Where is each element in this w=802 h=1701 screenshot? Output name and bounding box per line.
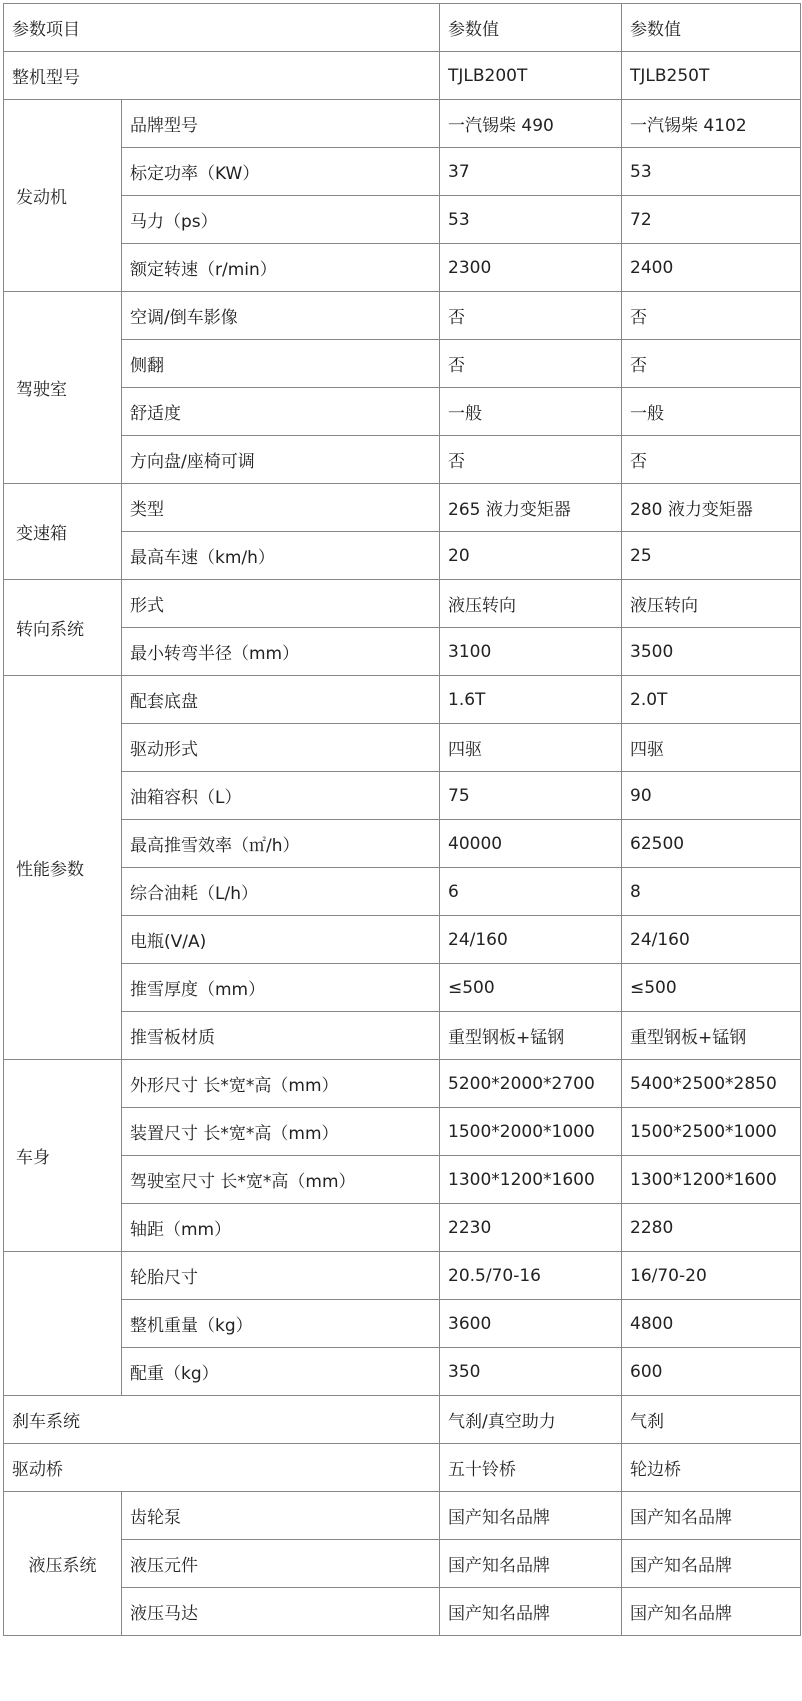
row-value-2: 重型钢板+锰钢 xyxy=(622,1012,801,1060)
row-value-2: 24/160 xyxy=(622,916,801,964)
row-label: 外形尺寸 长*宽*高（mm） xyxy=(122,1060,440,1108)
header-value-2: 参数值 xyxy=(622,4,801,52)
table-row xyxy=(4,244,801,292)
row-label: 最高推雪效率（㎡/h） xyxy=(122,820,440,868)
row-label: 整机重量（kg） xyxy=(122,1300,440,1348)
table-row xyxy=(4,820,801,868)
table-row xyxy=(4,1060,801,1108)
table-row xyxy=(4,1252,801,1300)
row-label: 马力（ps） xyxy=(122,196,440,244)
table-row xyxy=(4,388,801,436)
row-label: 侧翻 xyxy=(122,340,440,388)
row-value-1: 国产知名品牌 xyxy=(440,1540,622,1588)
row-value-2: 53 xyxy=(622,148,801,196)
row-value-2: 72 xyxy=(622,196,801,244)
row-label: 齿轮泵 xyxy=(122,1492,440,1540)
row-value-1: ≤500 xyxy=(440,964,622,1012)
table-row xyxy=(4,772,801,820)
table-row xyxy=(4,1156,801,1204)
row-value-2: 四驱 xyxy=(622,724,801,772)
table-row xyxy=(4,1348,801,1396)
row-label: 驱动桥 xyxy=(4,1444,440,1492)
row-value-2: TJLB250T xyxy=(622,52,801,100)
row-value-1: 40000 xyxy=(440,820,622,868)
model-row xyxy=(4,52,801,100)
row-value-1: 37 xyxy=(440,148,622,196)
row-value-2: 气刹 xyxy=(622,1396,801,1444)
row-value-2: 16/70-20 xyxy=(622,1252,801,1300)
group-body: 车身 xyxy=(4,1060,122,1252)
row-label: 形式 xyxy=(122,580,440,628)
row-value-1: 否 xyxy=(440,340,622,388)
row-value-1: 20.5/70-16 xyxy=(440,1252,622,1300)
row-value-1: 53 xyxy=(440,196,622,244)
table-row xyxy=(4,148,801,196)
row-value-1: 国产知名品牌 xyxy=(440,1588,622,1636)
table-row xyxy=(4,1540,801,1588)
header-value-1: 参数值 xyxy=(440,4,622,52)
table-row xyxy=(4,1492,801,1540)
group-engine: 发动机 xyxy=(4,100,122,292)
group-cab: 驾驶室 xyxy=(4,292,122,484)
row-value-1: 1500*2000*1000 xyxy=(440,1108,622,1156)
header-row xyxy=(4,4,801,52)
row-label: 推雪厚度（mm） xyxy=(122,964,440,1012)
table-row xyxy=(4,292,801,340)
table-row xyxy=(4,100,801,148)
row-value-1: 一汽锡柴 490 xyxy=(440,100,622,148)
row-value-1: 1300*1200*1600 xyxy=(440,1156,622,1204)
table-row xyxy=(4,532,801,580)
row-label: 液压元件 xyxy=(122,1540,440,1588)
row-value-1: 四驱 xyxy=(440,724,622,772)
group-performance: 性能参数 xyxy=(4,676,122,1060)
row-value-2: 4800 xyxy=(622,1300,801,1348)
row-value-1: 否 xyxy=(440,292,622,340)
row-label: 配套底盘 xyxy=(122,676,440,724)
row-value-1: 五十铃桥 xyxy=(440,1444,622,1492)
row-value-2: 轮边桥 xyxy=(622,1444,801,1492)
row-value-1: 2300 xyxy=(440,244,622,292)
table-row xyxy=(4,1012,801,1060)
group-gearbox: 变速箱 xyxy=(4,484,122,580)
row-value-2: 一汽锡柴 4102 xyxy=(622,100,801,148)
row-value-2: 否 xyxy=(622,436,801,484)
group-hydraulic: 液压系统 xyxy=(4,1492,122,1636)
table-row xyxy=(4,724,801,772)
row-label: 驱动形式 xyxy=(122,724,440,772)
row-label: 最小转弯半径（mm） xyxy=(122,628,440,676)
row-value-1: 6 xyxy=(440,868,622,916)
row-value-1: 2230 xyxy=(440,1204,622,1252)
row-value-1: 24/160 xyxy=(440,916,622,964)
table-row xyxy=(4,196,801,244)
row-value-2: 25 xyxy=(622,532,801,580)
row-value-1: 3600 xyxy=(440,1300,622,1348)
spec-table xyxy=(3,3,801,1636)
row-value-2: 1500*2500*1000 xyxy=(622,1108,801,1156)
group-empty xyxy=(4,1252,122,1396)
row-value-2: 一般 xyxy=(622,388,801,436)
row-value-2: 国产知名品牌 xyxy=(622,1492,801,1540)
table-row xyxy=(4,340,801,388)
row-value-1: 1.6T xyxy=(440,676,622,724)
row-value-2: 1300*1200*1600 xyxy=(622,1156,801,1204)
table-row xyxy=(4,484,801,532)
row-label: 驾驶室尺寸 长*宽*高（mm） xyxy=(122,1156,440,1204)
row-value-1: TJLB200T xyxy=(440,52,622,100)
row-label: 装置尺寸 长*宽*高（mm） xyxy=(122,1108,440,1156)
row-label: 类型 xyxy=(122,484,440,532)
table-row xyxy=(4,916,801,964)
row-label: 额定转速（r/min） xyxy=(122,244,440,292)
row-value-2: 280 液力变矩器 xyxy=(622,484,801,532)
table-row xyxy=(4,1108,801,1156)
group-steering: 转向系统 xyxy=(4,580,122,676)
row-label: 刹车系统 xyxy=(4,1396,440,1444)
row-value-2: 8 xyxy=(622,868,801,916)
row-label: 轴距（mm） xyxy=(122,1204,440,1252)
table-row xyxy=(4,1588,801,1636)
row-value-1: 重型钢板+锰钢 xyxy=(440,1012,622,1060)
row-value-2: 90 xyxy=(622,772,801,820)
header-item: 参数项目 xyxy=(4,4,440,52)
row-value-2: 3500 xyxy=(622,628,801,676)
row-label: 电瓶(V/A) xyxy=(122,916,440,964)
table-row xyxy=(4,628,801,676)
row-label: 液压马达 xyxy=(122,1588,440,1636)
row-label: 轮胎尺寸 xyxy=(122,1252,440,1300)
row-label: 配重（kg） xyxy=(122,1348,440,1396)
brake-row xyxy=(4,1396,801,1444)
row-label: 推雪板材质 xyxy=(122,1012,440,1060)
row-label: 空调/倒车影像 xyxy=(122,292,440,340)
row-value-2: 2400 xyxy=(622,244,801,292)
table-row xyxy=(4,1204,801,1252)
table-row xyxy=(4,676,801,724)
row-value-2: 2.0T xyxy=(622,676,801,724)
row-value-1: 液压转向 xyxy=(440,580,622,628)
row-value-2: 5400*2500*2850 xyxy=(622,1060,801,1108)
row-label: 舒适度 xyxy=(122,388,440,436)
row-value-2: 600 xyxy=(622,1348,801,1396)
table-row xyxy=(4,436,801,484)
axle-row xyxy=(4,1444,801,1492)
row-label: 综合油耗（L/h） xyxy=(122,868,440,916)
row-value-1: 20 xyxy=(440,532,622,580)
table-row xyxy=(4,964,801,1012)
table-row xyxy=(4,868,801,916)
row-value-1: 否 xyxy=(440,436,622,484)
row-value-1: 国产知名品牌 xyxy=(440,1492,622,1540)
row-value-1: 350 xyxy=(440,1348,622,1396)
row-value-2: 否 xyxy=(622,340,801,388)
row-value-1: 265 液力变矩器 xyxy=(440,484,622,532)
row-value-2: 国产知名品牌 xyxy=(622,1588,801,1636)
row-value-2: 62500 xyxy=(622,820,801,868)
row-value-2: ≤500 xyxy=(622,964,801,1012)
row-label: 品牌型号 xyxy=(122,100,440,148)
row-value-1: 75 xyxy=(440,772,622,820)
row-value-2: 否 xyxy=(622,292,801,340)
row-value-1: 气刹/真空助力 xyxy=(440,1396,622,1444)
row-value-1: 5200*2000*2700 xyxy=(440,1060,622,1108)
row-value-1: 一般 xyxy=(440,388,622,436)
row-value-2: 国产知名品牌 xyxy=(622,1540,801,1588)
row-label: 方向盘/座椅可调 xyxy=(122,436,440,484)
row-value-1: 3100 xyxy=(440,628,622,676)
row-label: 油箱容积（L） xyxy=(122,772,440,820)
table-row xyxy=(4,1300,801,1348)
row-value-2: 2280 xyxy=(622,1204,801,1252)
row-label: 整机型号 xyxy=(4,52,440,100)
row-label: 标定功率（KW） xyxy=(122,148,440,196)
row-value-2: 液压转向 xyxy=(622,580,801,628)
row-label: 最高车速（km/h） xyxy=(122,532,440,580)
table-row xyxy=(4,580,801,628)
